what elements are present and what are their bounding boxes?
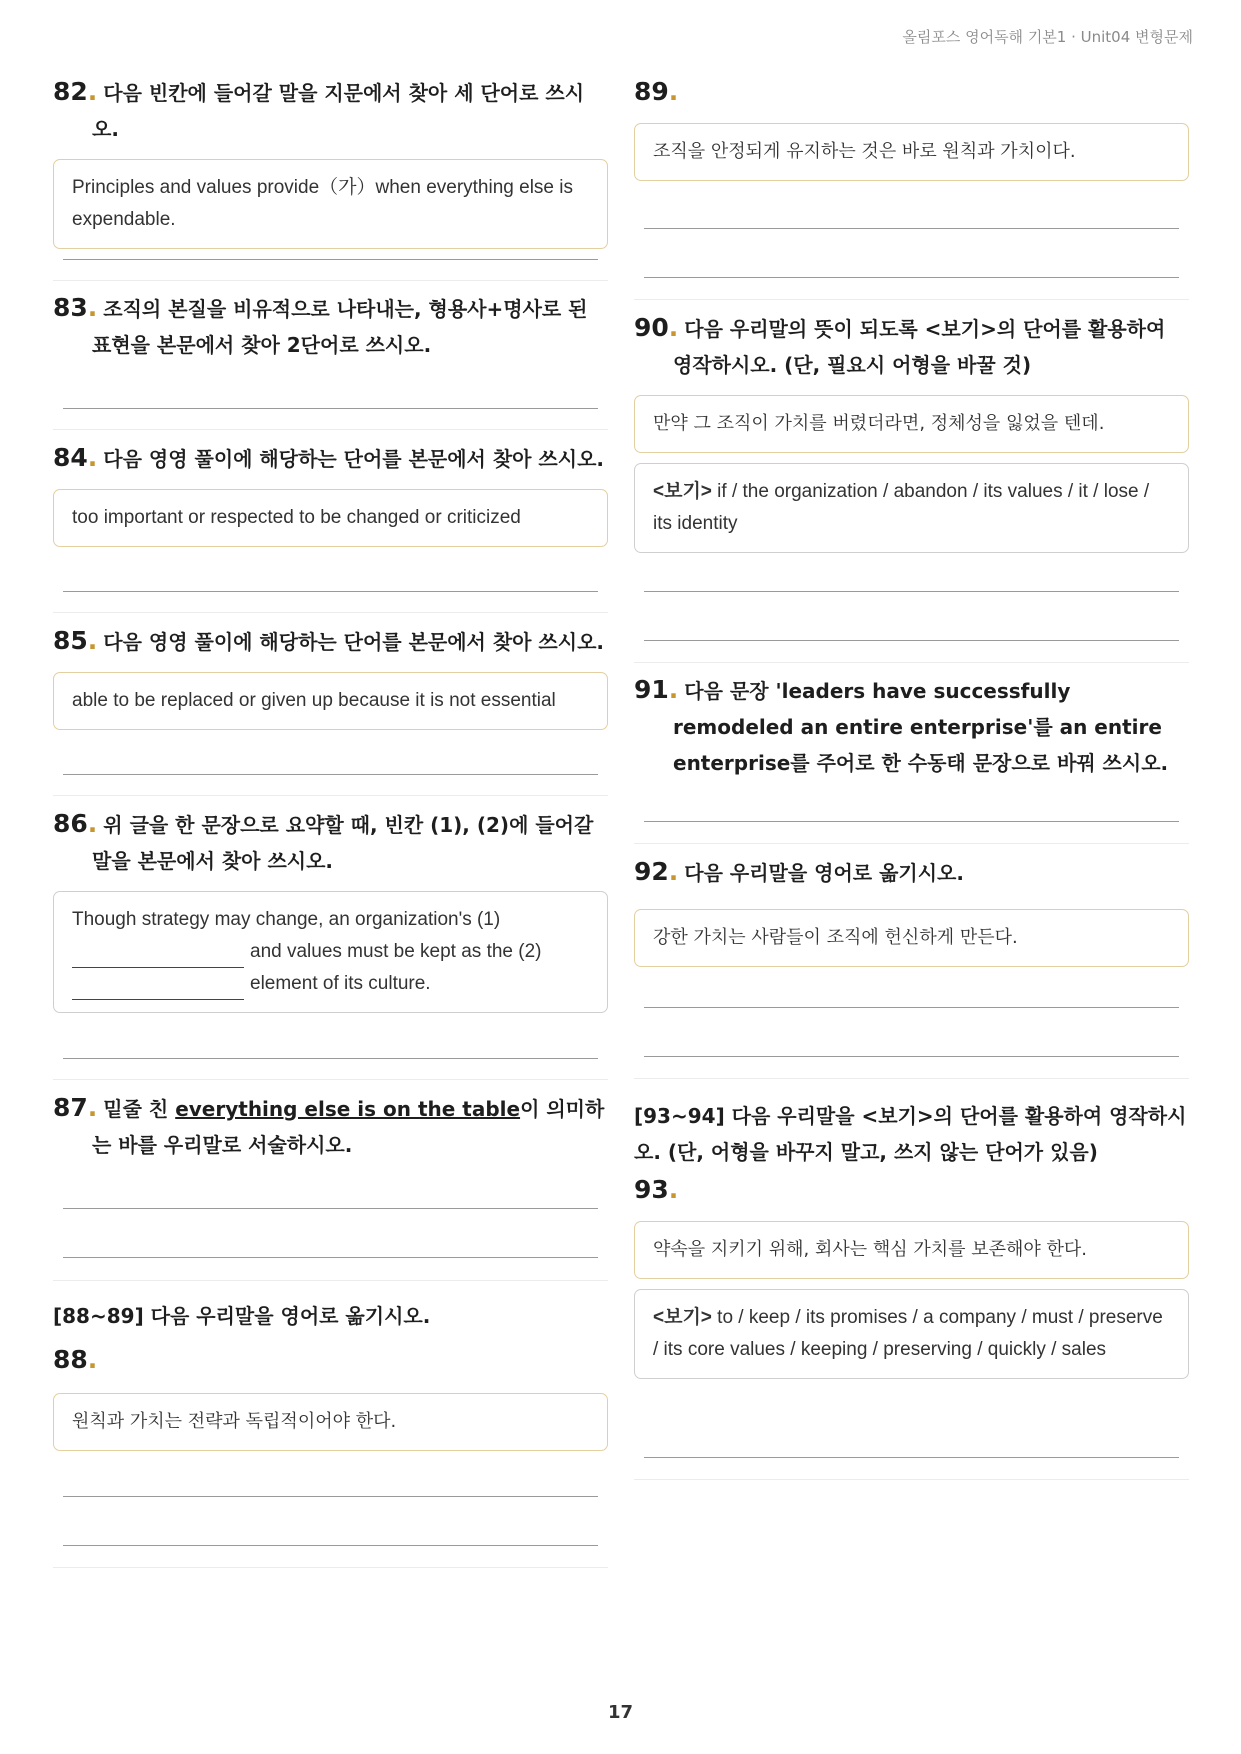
- question-90: [634, 310, 1189, 553]
- question-number: 89: [634, 77, 669, 106]
- answer-line[interactable]: [644, 640, 1179, 641]
- summary-line-1: Though strategy may change, an organization's (1): [72, 909, 501, 930]
- number-dot: .: [668, 313, 679, 342]
- question-title: [53, 623, 608, 660]
- question-text: 조직의 본질을 비유적으로 나타내는, 형용사+명사로 된 표현을 본문에서 찾아 2단어로 쓰시오.: [92, 297, 588, 357]
- question-number: 86: [53, 809, 88, 838]
- number-dot: .: [87, 293, 98, 322]
- question-title: [634, 1172, 1189, 1209]
- separator: [634, 1479, 1189, 1480]
- question-text: [92, 1097, 604, 1157]
- bogi-words: if / the organization / abandon / its values / it / lose / its identity: [653, 481, 1150, 534]
- number-dot: .: [87, 809, 98, 838]
- answer-line[interactable]: [63, 408, 598, 409]
- number-dot: .: [87, 77, 98, 106]
- question-text: 다음 영영 풀이에 해당하는 단어를 본문에서 찾아 쓰시오.: [103, 447, 604, 471]
- question-text: 다음 영영 풀이에 해당하는 단어를 본문에서 찾아 쓰시오.: [103, 630, 604, 654]
- underlined-phrase: everything else is on the table: [175, 1097, 521, 1121]
- korean-box: 만약 그 조직이 가치를 버렸더라면, 정체성을 잃었을 텐데.: [634, 395, 1189, 453]
- blank-1[interactable]: [72, 945, 244, 968]
- question-title: [634, 854, 1189, 891]
- separator: [53, 429, 608, 430]
- question-91: [634, 672, 1189, 781]
- separator: [53, 280, 608, 281]
- number-dot: .: [668, 675, 679, 704]
- group-title: [93~94] 다음 우리말을 <보기>의 단어를 활용하여 영작하시오. (단, 어형을 바꾸지 말고, 쓰지 않는 단어가 있음): [634, 1104, 1187, 1164]
- question-title: [53, 440, 608, 477]
- korean-box: 강한 가치는 사람들이 조직에 헌신하게 만든다.: [634, 909, 1189, 967]
- definition-box: able to be replaced or given up because it is not essential: [53, 672, 608, 730]
- question-number: 84: [53, 443, 88, 472]
- number-dot: .: [87, 443, 98, 472]
- bogi-label: <보기>: [653, 1307, 712, 1328]
- question-number: 85: [53, 626, 88, 655]
- question-title: [53, 290, 608, 363]
- bogi-box: [634, 463, 1189, 553]
- separator: [53, 1280, 608, 1281]
- question-number: 91: [634, 675, 669, 704]
- separator: [634, 1078, 1189, 1079]
- question-title: [634, 310, 1189, 383]
- separator: [634, 299, 1189, 300]
- question-number: 92: [634, 857, 669, 886]
- question-84: [53, 440, 608, 547]
- answer-line[interactable]: [644, 277, 1179, 278]
- question-89: [634, 74, 1189, 181]
- question-title: [53, 806, 608, 879]
- separator: [53, 795, 608, 796]
- separator: [53, 612, 608, 613]
- question-number: 82: [53, 77, 88, 106]
- answer-line[interactable]: [644, 1457, 1179, 1458]
- question-86: [53, 806, 608, 1013]
- group-88-89: [53, 1298, 608, 1334]
- question-number: 90: [634, 313, 669, 342]
- question-93: [634, 1172, 1189, 1379]
- text-pre: 밑줄 친: [103, 1097, 176, 1121]
- question-title: [53, 1090, 608, 1163]
- question-text: 다음 빈칸에 들어갈 말을 지문에서 찾아 세 단어로 쓰시오.: [92, 81, 585, 141]
- answer-line[interactable]: [63, 591, 598, 592]
- answer-line[interactable]: [63, 1545, 598, 1546]
- question-title: [53, 1342, 608, 1379]
- answer-line[interactable]: [63, 1208, 598, 1209]
- question-title: [634, 672, 1189, 781]
- bogi-words: to / keep / its promises / a company / must / preserve / its core values / keeping / preserving / quickly / sales: [653, 1307, 1163, 1360]
- question-87: [53, 1090, 608, 1163]
- question-text: 다음 우리말을 영어로 옮기시오.: [684, 861, 964, 885]
- summary-line-2: [72, 936, 589, 968]
- answer-line[interactable]: [644, 821, 1179, 822]
- question-85: [53, 623, 608, 730]
- summary-text: element of its culture.: [250, 973, 431, 994]
- question-83: [53, 290, 608, 363]
- question-92: [634, 854, 1189, 967]
- definition-box: too important or respected to be changed or criticized: [53, 489, 608, 547]
- answer-line[interactable]: [63, 1058, 598, 1059]
- number-dot: .: [668, 77, 679, 106]
- question-text: 다음 문장 'leaders have successfully remodeled an entire enterprise'를 an entire enterprise를 주어로 한 수동태 문장으로 바꿔 쓰시오.: [673, 679, 1169, 775]
- number-dot: .: [668, 1175, 679, 1204]
- separator: [634, 662, 1189, 663]
- summary-text: and values must be kept as the (2): [250, 941, 542, 962]
- question-title: [634, 74, 1189, 111]
- summary-line-3: [72, 968, 589, 1000]
- question-number: 88: [53, 1345, 88, 1374]
- answer-line[interactable]: [644, 1007, 1179, 1008]
- question-88: [53, 1342, 608, 1451]
- separator: [53, 1079, 608, 1080]
- page-header: 올림포스 영어독해 기본1 · Unit04 변형문제: [902, 28, 1193, 46]
- answer-line[interactable]: [644, 1056, 1179, 1057]
- text-post: 이 의미하는 바를 우리말로 서술하시오.: [92, 1097, 605, 1157]
- question-number: 87: [53, 1093, 88, 1122]
- separator: [634, 843, 1189, 844]
- page-number: 17: [607, 1702, 634, 1723]
- answer-line[interactable]: [63, 259, 598, 260]
- number-dot: .: [668, 857, 679, 886]
- question-text: 다음 우리말의 뜻이 되도록 <보기>의 단어를 활용하여 영작하시오. (단, 필요시 어형을 바꿀 것): [673, 317, 1166, 377]
- number-dot: .: [87, 1345, 98, 1374]
- number-dot: .: [87, 1093, 98, 1122]
- bogi-label: <보기>: [653, 481, 712, 502]
- answer-line[interactable]: [644, 228, 1179, 229]
- question-number: 83: [53, 293, 88, 322]
- korean-box: 원칙과 가치는 전략과 독립적이어야 한다.: [53, 1393, 608, 1451]
- korean-box: 약속을 지키기 위해, 회사는 핵심 가치를 보존해야 한다.: [634, 1221, 1189, 1279]
- blank-2[interactable]: [72, 977, 244, 1000]
- number-dot: .: [87, 626, 98, 655]
- question-title: [53, 74, 608, 147]
- summary-box: [53, 891, 608, 1013]
- bogi-box: [634, 1289, 1189, 1379]
- korean-box: 조직을 안정되게 유지하는 것은 바로 원칙과 가치이다.: [634, 123, 1189, 181]
- group-title: [88~89] 다음 우리말을 영어로 옮기시오.: [53, 1304, 431, 1328]
- question-text: 위 글을 한 문장으로 요약할 때, 빈칸 (1), (2)에 들어갈 말을 본문에서 찾아 쓰시오.: [92, 813, 594, 873]
- question-number: 93: [634, 1175, 669, 1204]
- answer-line[interactable]: [644, 591, 1179, 592]
- answer-line[interactable]: [63, 774, 598, 775]
- answer-line[interactable]: [63, 1496, 598, 1497]
- group-93-94: [634, 1098, 1189, 1170]
- answer-line[interactable]: [63, 1257, 598, 1258]
- question-82: [53, 74, 608, 249]
- separator: [53, 1567, 608, 1568]
- passage-box: Principles and values provide（가）when everything else is expendable.: [53, 159, 608, 249]
